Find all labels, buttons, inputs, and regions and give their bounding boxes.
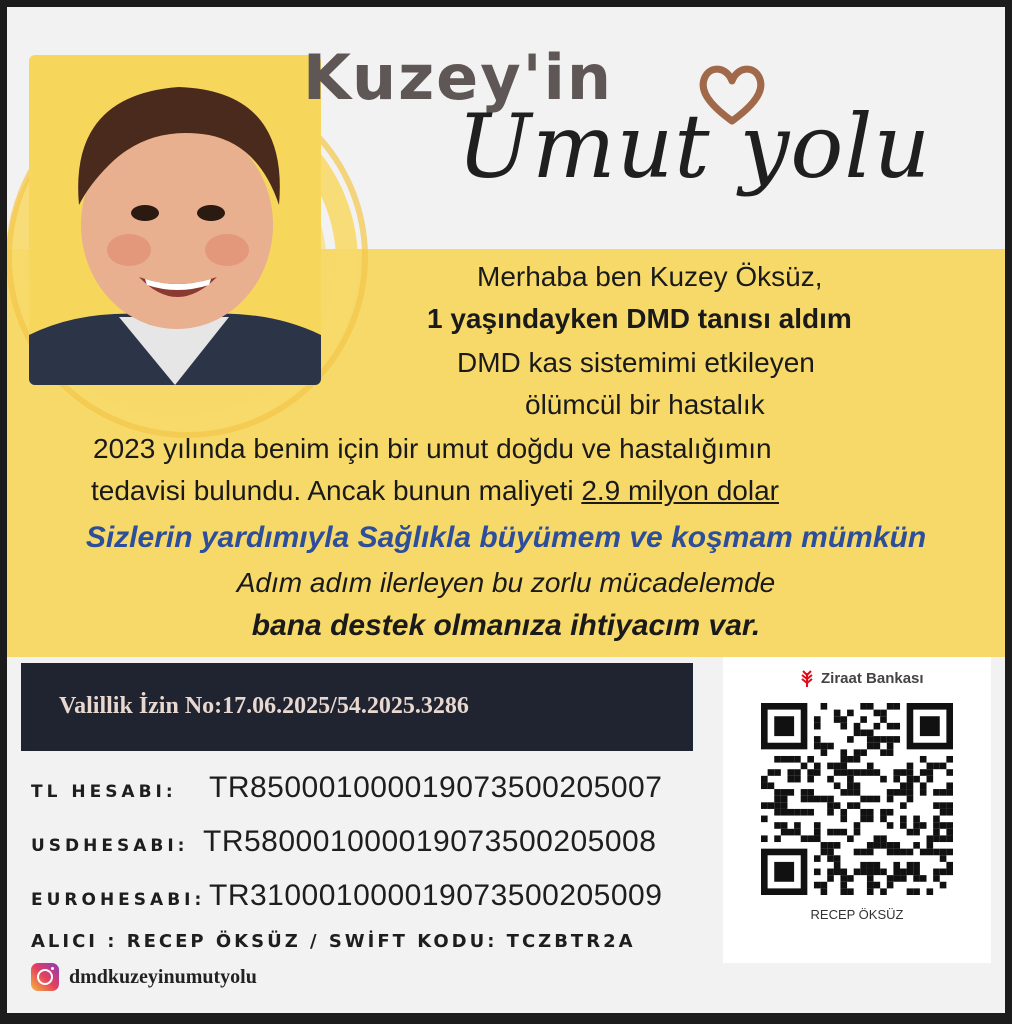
instagram-handle: dmdkuzeyinumutyolu <box>69 965 257 988</box>
child-photo <box>29 55 321 385</box>
poster <box>7 7 1005 1013</box>
message-line-6-prefix: tedavisi bulundu. Ancak bunun maliyeti <box>91 475 582 506</box>
instagram-row[interactable] <box>31 963 257 991</box>
message-line-8: Adım adım ilerleyen bu zorlu mücadelemde <box>236 567 776 598</box>
account-iban[interactable]: TR850001000019073500205007 <box>209 771 663 804</box>
bank-name: Ziraat Bankası <box>821 669 924 687</box>
message-line-3: DMD kas sistemimi etkileyen <box>457 347 815 378</box>
recipient-swift: ALICI : RECEP ÖKSÜZ / SWİFT KODU: TCZBTR2A <box>31 931 636 952</box>
message-line-9: bana destek olmanıza ihtiyacım var. <box>251 609 761 642</box>
title-kuzeyin: Kuzey'in <box>303 41 614 114</box>
message-line-7: Sizlerin yardımıyla Sağlıkla büyümem ve koşmam mümkün <box>85 521 927 554</box>
message-line-4: ölümcül bir hastalık <box>525 389 765 420</box>
account-usd <box>31 825 656 859</box>
message-line-6 <box>91 475 779 507</box>
account-tl <box>31 771 662 805</box>
qr-card <box>723 657 991 963</box>
permit-number: Valillik İzin No:17.06.2025/54.2025.3286 <box>59 693 469 719</box>
account-iban[interactable]: TR310001000019073500205009 <box>209 879 663 912</box>
permit-box <box>21 663 693 751</box>
account-holder: RECEP ÖKSÜZ <box>810 907 904 922</box>
bank-header <box>799 669 924 687</box>
message-line-1: Merhaba ben Kuzey Öksüz, <box>477 261 823 292</box>
wheat-icon <box>799 669 815 687</box>
account-label: USDHESABI: <box>31 836 189 856</box>
qr-code[interactable] <box>761 703 953 895</box>
title-umut-yolu: Umut yolu <box>457 95 932 198</box>
account-euro <box>31 879 662 913</box>
message-line-2: 1 yaşındayken DMD tanısı aldım <box>427 303 852 334</box>
cost-amount: 2.9 milyon dolar <box>581 475 779 506</box>
account-iban[interactable]: TR580001000019073500205008 <box>203 825 657 858</box>
account-label: TL HESABI: <box>31 782 177 802</box>
message-line-5: 2023 yılında benim için bir umut doğdu ve hastalığımın <box>93 433 772 464</box>
account-label: EUROHESABI: <box>31 890 206 910</box>
instagram-icon <box>31 963 59 991</box>
